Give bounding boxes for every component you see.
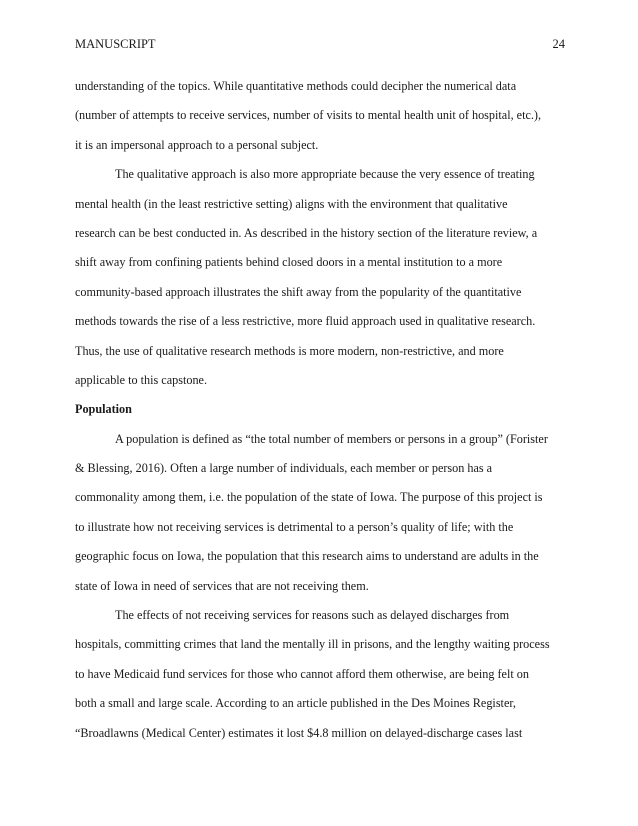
text-line: geographic focus on Iowa, the population that this research aims to understand are adults in the — [75, 549, 539, 564]
text-line: methods towards the rise of a less restrictive, more fluid approach used in qualitative research. — [75, 314, 536, 329]
text-line: applicable to this capstone. — [75, 372, 207, 387]
text-line: shift away from confining patients behind closed doors in a mental institution to a more — [75, 255, 503, 270]
page-number: 24 — [552, 37, 565, 51]
text-line: The qualitative approach is also more appropriate because the very essence of treating — [115, 167, 535, 182]
text-line: to have Medicaid fund services for those who cannot afford them otherwise, are being felt on — [75, 666, 529, 681]
text-line: research can be best conducted in. As described in the history section of the literature review, a — [75, 225, 538, 240]
section-heading: Population — [75, 402, 132, 417]
text-line: understanding of the topics. While quantitative methods could decipher the numerical data — [75, 79, 517, 93]
text-line: A population is defined as “the total number of members or persons in a group” (Forister — [115, 431, 548, 446]
text-line: both a small and large scale. According to an article published in the Des Moines Register, — [75, 696, 516, 711]
text-line: Thus, the use of qualitative research methods is more modern, non-restrictive, and more — [75, 343, 504, 358]
text-line: to illustrate how not receiving services is detrimental to a person’s quality of life; with the — [75, 519, 514, 534]
text-line: & Blessing, 2016). Often a large number of individuals, each member or person has a — [75, 461, 493, 476]
text-line: state of Iowa in need of services that are not receiving them. — [75, 578, 369, 593]
text-line: The effects of not receiving services for reasons such as delayed discharges from — [115, 608, 510, 623]
running-head — [75, 36, 565, 52]
text-line: commonality among them, i.e. the population of the state of Iowa. The purpose of this project is — [75, 490, 543, 505]
text-line: community-based approach illustrates the shift away from the popularity of the quantitative — [75, 284, 522, 299]
text-line: hospitals, committing crimes that land the mentally ill in prisons, and the lengthy waiting process — [75, 637, 550, 652]
text-line: (number of attempts to receive services, number of visits to mental health unit of hospital, etc.), — [75, 108, 542, 123]
running-head-title: MANUSCRIPT — [75, 37, 156, 51]
text-line: mental health (in the least restrictive setting) aligns with the environment that qualitative — [75, 196, 508, 211]
body-text — [75, 72, 575, 748]
text-line: it is an impersonal approach to a personal subject. — [75, 137, 319, 152]
text-line: “Broadlawns (Medical Center) estimates it lost $4.8 million on delayed-discharge cases last — [75, 725, 523, 740]
